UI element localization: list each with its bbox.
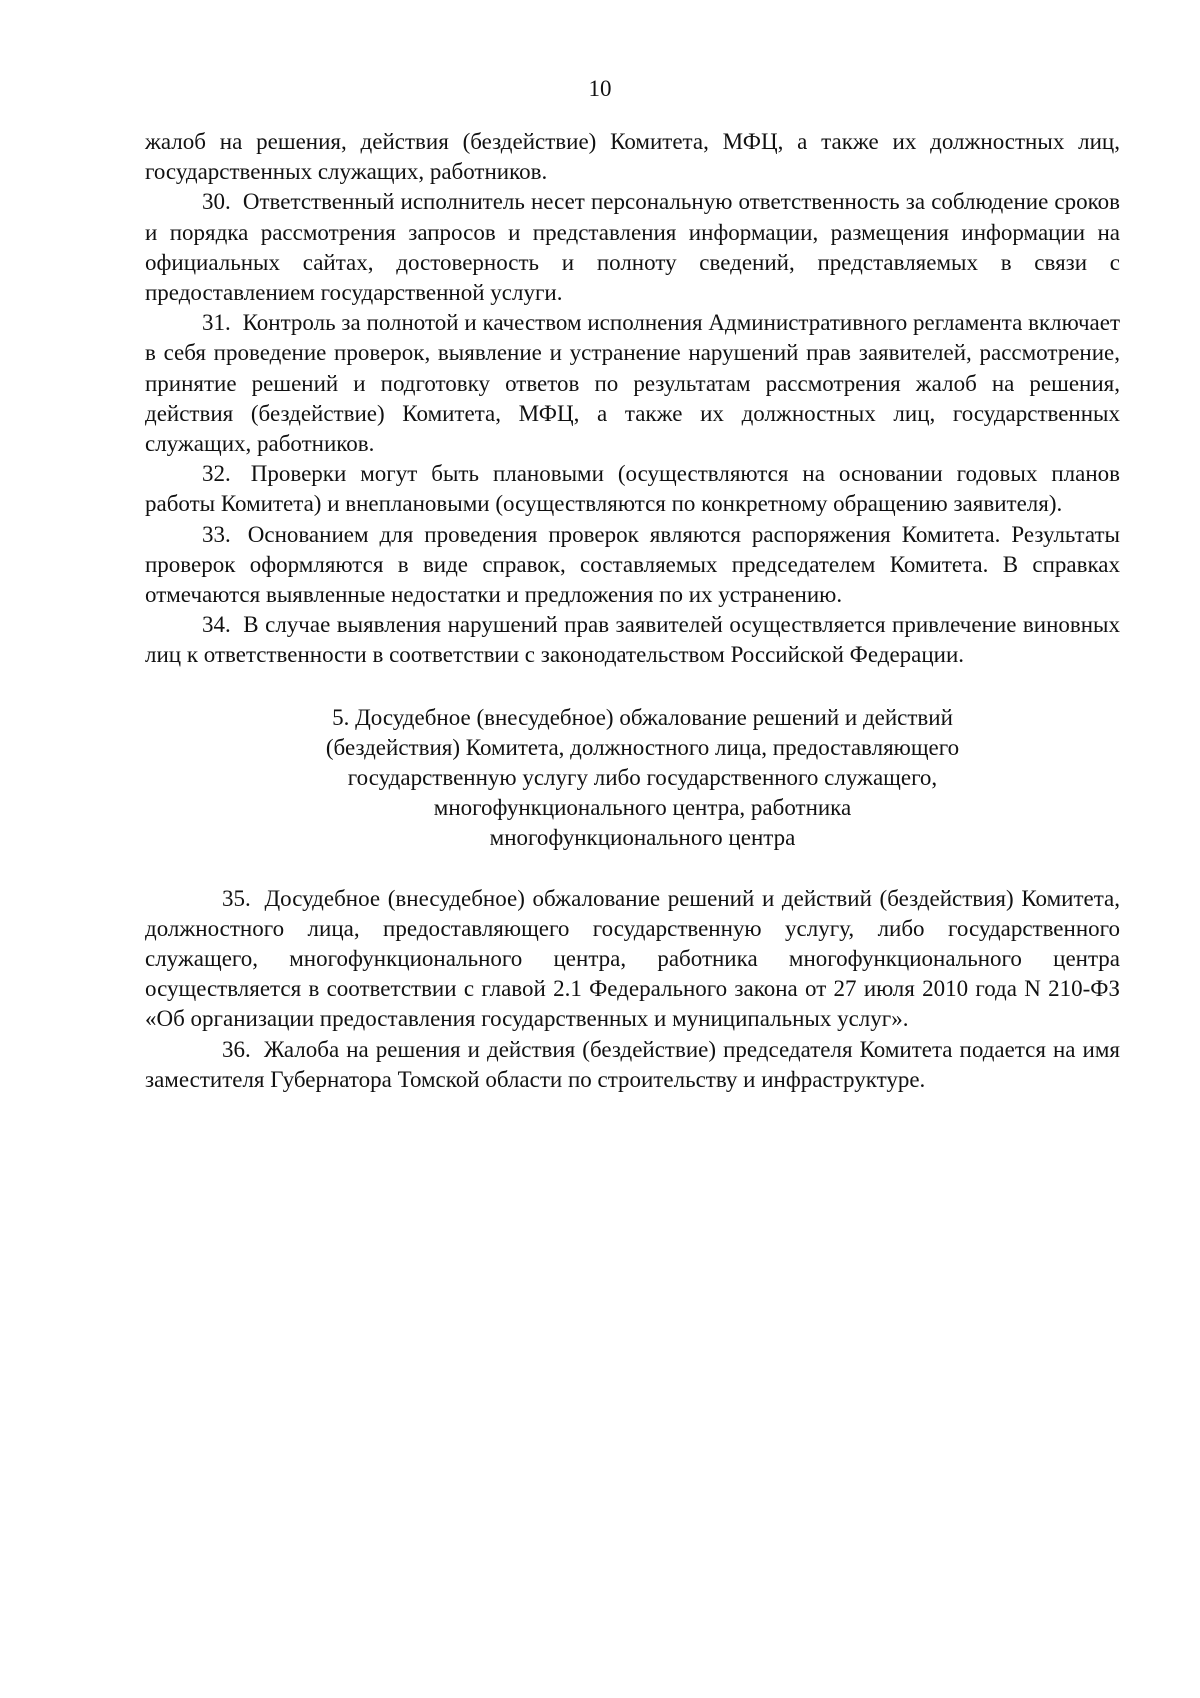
- paragraph-continuation: [145, 127, 1120, 187]
- paragraph-text: жалоб на решения, действия (бездействие) Комитета, МФЦ, а также их должностных лиц, государственных служащих, работников.: [145, 129, 1120, 185]
- paragraph-text: Досудебное (внесудебное) обжалование решений и действий (бездействия) Комитета, должностного лица, предоставляющего государственную услугу, либо государственного служащего, многофункционального центра, работника многофункционального центра осуществляется в соответствии с главой 2.1 Федерального закона от 27 июля 2010 года N 210-ФЗ «Об организации предоставления государственных и муниципальных услуг».: [145, 885, 1121, 1032]
- paragraph-number: 31.: [202, 310, 231, 336]
- paragraph-36: [145, 1035, 1120, 1095]
- section-heading-line: многофункционального центра, работника: [433, 795, 852, 821]
- paragraph-number: 36.: [222, 1036, 251, 1062]
- paragraph-33: [145, 520, 1120, 611]
- page-number: 10: [588, 76, 612, 101]
- paragraph-32: [145, 459, 1120, 519]
- paragraph-number: 30.: [202, 189, 231, 215]
- section-heading-line: (бездействия) Комитета, должностного лица, предоставляющего: [325, 734, 960, 760]
- paragraph-text: Основанием для проведения проверок являются распоряжения Комитета. Результаты проверок оформляются в виде справок, составляемых председателем Комитета. В справках отмечаются выявленные недостатки и предложения по их устранению.: [145, 521, 1120, 608]
- paragraph-text: В случае выявления нарушений прав заявителей осуществляется привлечение виновных лиц к ответственности в соответствии с законодательством Российской Федерации.: [145, 612, 1121, 668]
- paragraph-34: [145, 610, 1120, 670]
- paragraph-30: [145, 187, 1120, 308]
- paragraph-31: [145, 308, 1120, 459]
- section-heading-line: 5. Досудебное (внесудебное) обжалование решений и действий: [332, 704, 953, 730]
- document-body: [145, 127, 1120, 1095]
- section-heading-line: государственную услугу либо государственного служащего,: [347, 765, 938, 791]
- paragraph-35: [145, 884, 1120, 1035]
- paragraph-text: Проверки могут быть плановыми (осуществляются на основании годовых планов работы Комитета) и внеплановыми (осуществляются по конкретному обращению заявителя).: [145, 461, 1120, 517]
- paragraph-number: 34.: [202, 612, 231, 638]
- paragraph-number: 33.: [202, 521, 231, 547]
- paragraph-text: Контроль за полнотой и качеством исполнения Административного регламента включает в себя проведение проверок, выявление и устранение нарушений прав заявителей, рассмотрение, принятие решений и подготовку ответов по результатам рассмотрения жалоб на решения, действия (бездействие) Комитета, МФЦ, а также их должностных лиц, государственных служащих, работников.: [145, 310, 1120, 457]
- paragraph-text: Ответственный исполнитель несет персональную ответственность за соблюдение сроков и порядка рассмотрения запросов и представления информации, размещения информации на официальных сайтах, достоверность и полноту сведений, представляемых в связи с предоставлением государственной услуги.: [145, 189, 1120, 306]
- section-heading: [145, 703, 1120, 854]
- section-heading-line: многофункционального центра: [489, 825, 796, 851]
- paragraph-number: 32.: [202, 461, 231, 487]
- paragraph-text: Жалоба на решения и действия (бездействие) председателя Комитета подается на имя заместителя Губернатора Томской области по строительству и инфраструктуре.: [145, 1036, 1121, 1092]
- paragraph-number: 35.: [222, 885, 251, 911]
